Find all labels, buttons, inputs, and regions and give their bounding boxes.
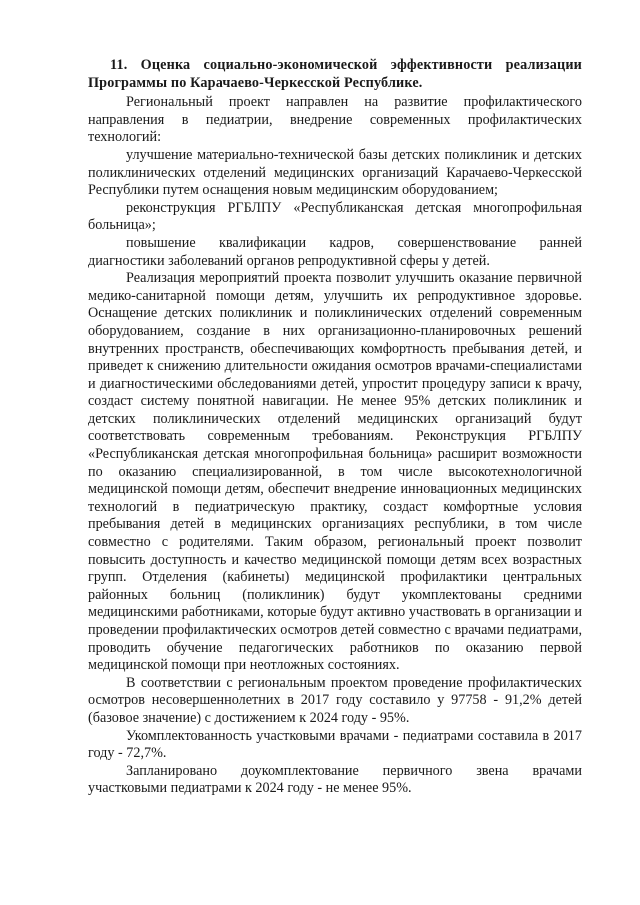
section-heading: 11. Оценка социально-экономической эффективности реализации Программы по Карачаево-Черкесской Республике.	[88, 57, 582, 91]
paragraph-checkups: В соответствии с региональным проектом проведение профилактических осмотров несовершеннолетних в 2017 году составило у 97758 - 91,2% детей (базовое значение) с достижением к 2024 году - 95%.	[88, 674, 582, 726]
paragraph-item-equipment: улучшение материально-технической базы детских поликлиник и детских поликлинических отделений медицинских организаций Карачаево-Черкесской Республики путем оснащения новым медицинским оборудованием;	[88, 146, 582, 199]
paragraph-item-reconstruction: реконструкция РГБЛПУ «Республиканская детская многопрофильная больница»;	[88, 199, 582, 234]
document-page	[88, 57, 582, 798]
paragraph-plan: Запланировано доукомплектование первичного звена врачами участковыми педиатрами к 2024 году - не менее 95%.	[88, 762, 582, 797]
paragraph-staffing: Укомплектованность участковыми врачами - педиатрами составила в 2017 году - 72,7%.	[88, 727, 582, 762]
paragraph-item-qualification: повышение квалификации кадров, совершенствование ранней диагностики заболеваний органов репродуктивной сферы у детей.	[88, 234, 582, 269]
paragraph-implementation: Реализация мероприятий проекта позволит улучшить оказание первичной медико-санитарной помощи детям, улучшить их репродуктивное здоровье. Оснащение детских поликлиник и поликлинических отделений современным оборудованием, создание в них организационно-планировочных решений внутренних пространств, обеспечивающих комфортность пребывания детей, и приведет к снижению длительности ожидания осмотров врачами-специалистами и диагностическими обследованиями детей, упростит процедуру записи к врачу, создаст систему понятной навигации. Не менее 95% детских поликлиник и детских поликлинических отделений медицинских организаций будут соответствовать современным требованиям. Реконструкция РГБЛПУ «Республиканская детская многопрофильная больница» расширит возможности по оказанию специализированной, в том числе высокотехнологичной медицинской помощи детям, обеспечит внедрение инновационных медицинских технологий в педиатрическую практику, создаст комфортные условия пребывания детей в медицинских организациях республики, в том числе совместно с родителями. Таким образом, региональный проект позволит повысить доступность и качество медицинской помощи детям всех возрастных групп. Отделения (кабинеты) медицинской профилактики центральных районных больниц (поликлиник) будут укомплектованы средними медицинскими работниками, которые будут активно участвовать в организации и проведении профилактических осмотров детей совместно с врачами педиатрами, проводить обучение педагогических работников по оказанию первой медицинской помощи при неотложных состояниях.	[88, 270, 582, 674]
paragraph-intro: Региональный проект направлен на развитие профилактического направления в педиатрии, внедрение современных профилактических технологий:	[88, 94, 582, 146]
